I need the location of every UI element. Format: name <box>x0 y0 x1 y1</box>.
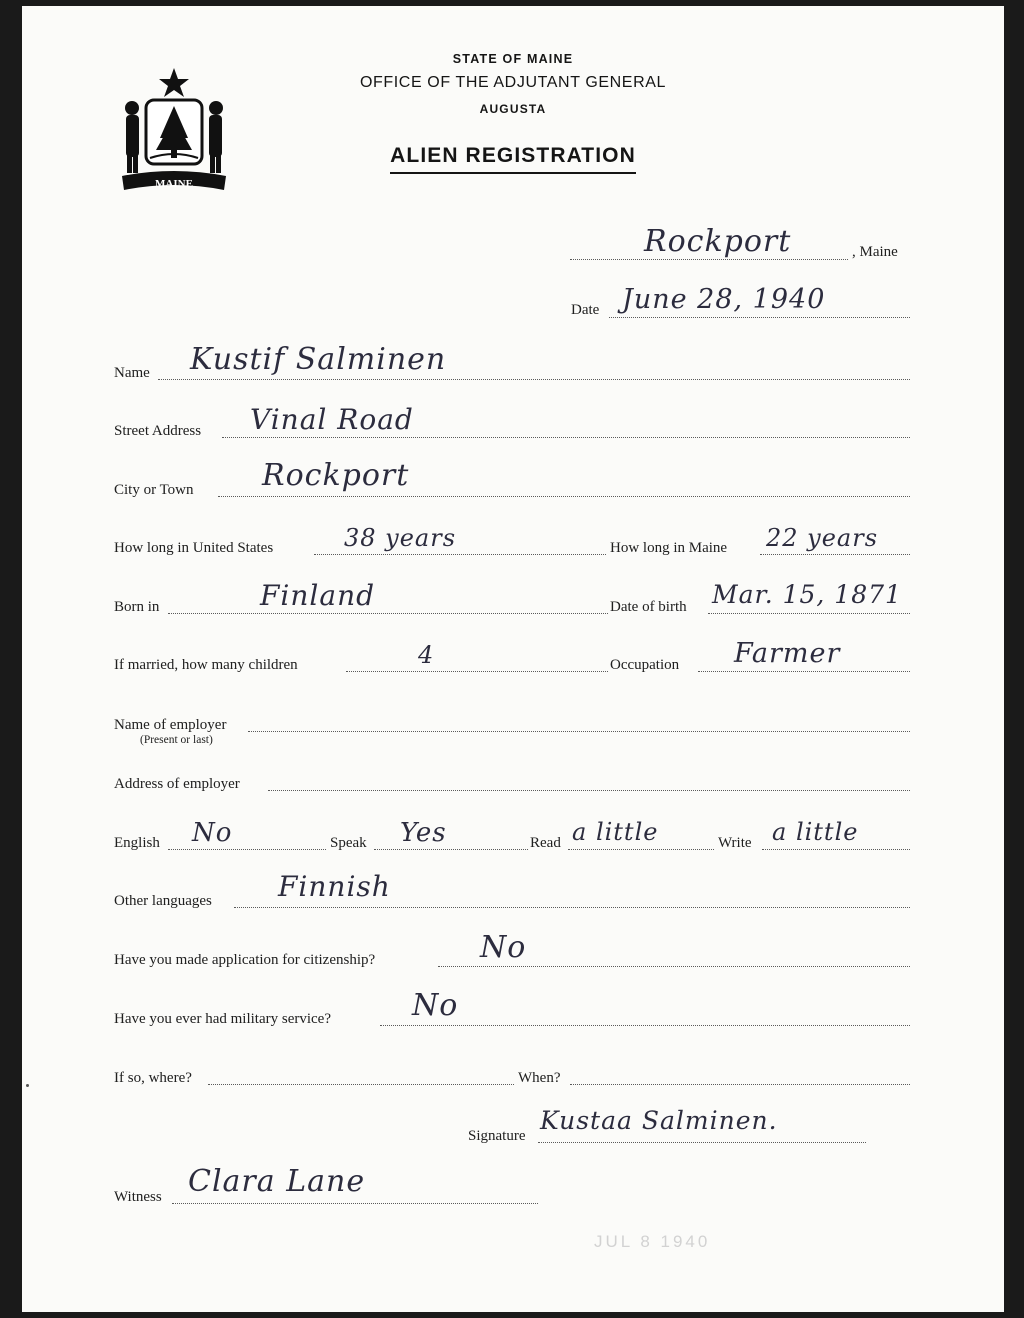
where-line <box>208 1084 514 1085</box>
children-line <box>346 671 608 672</box>
maine-duration-line <box>760 554 910 555</box>
occupation-value: Farmer <box>734 638 841 669</box>
date-label: Date <box>571 302 600 318</box>
born-value: Finland <box>260 579 376 612</box>
read-line <box>568 849 714 850</box>
street-value: Vinal Road <box>250 403 414 436</box>
read-value: a little <box>572 818 659 846</box>
name-label: Name <box>114 365 150 381</box>
place-label: , Maine <box>852 244 898 260</box>
when-line <box>570 1084 910 1085</box>
dob-label: Date of birth <box>610 599 687 615</box>
form-title: ALIEN REGISTRATION <box>22 144 1004 168</box>
maine-duration-label: How long in Maine <box>610 540 728 556</box>
place-value: Rockport <box>644 224 792 259</box>
witness-label: Witness <box>114 1189 162 1205</box>
dob-line <box>708 613 910 614</box>
city-line <box>218 496 910 497</box>
street-label: Street Address <box>114 423 202 439</box>
us-duration-label: How long in United States <box>114 540 274 556</box>
office-heading: OFFICE OF THE ADJUTANT GENERAL <box>359 74 667 91</box>
state-heading: STATE OF MAINE <box>452 52 574 66</box>
military-line <box>380 1025 910 1026</box>
city-label: City or Town <box>114 482 194 498</box>
place-line <box>570 259 848 260</box>
name-line <box>158 379 910 380</box>
svg-text:MAINE: MAINE <box>155 178 193 190</box>
city-value: Rockport <box>262 458 410 493</box>
occupation-line <box>698 671 910 672</box>
children-label: If married, how many children <box>114 657 298 673</box>
margin-mark <box>26 1084 29 1087</box>
military-label: Have you ever had military service? <box>114 1011 331 1027</box>
when-label: When? <box>518 1070 561 1086</box>
dob-value: Mar. 15, 1871 <box>712 580 902 609</box>
employer-address-label: Address of employer <box>114 776 240 792</box>
speak-label: Speak <box>330 835 367 851</box>
witness-line <box>172 1203 538 1204</box>
english-value: No <box>192 818 233 848</box>
other-languages-line <box>234 907 910 908</box>
name-value: Kustif Salminen <box>190 342 447 377</box>
citizenship-label: Have you made application for citizenship? <box>114 952 376 968</box>
write-label: Write <box>718 835 752 851</box>
employer-address-line <box>268 790 910 791</box>
born-label: Born in <box>114 599 160 615</box>
children-value: 4 <box>418 641 435 669</box>
employer-label: Name of employer <box>114 717 227 733</box>
citizenship-line <box>438 966 910 967</box>
employer-sublabel: (Present or last) <box>140 734 213 746</box>
english-line <box>168 849 326 850</box>
other-languages-label: Other languages <box>114 893 212 909</box>
us-duration-line <box>314 554 606 555</box>
read-label: Read <box>530 835 561 851</box>
other-languages-value: Finnish <box>278 870 391 903</box>
speak-value: Yes <box>400 818 447 848</box>
write-value: a little <box>772 818 859 846</box>
write-line <box>762 849 910 850</box>
date-value: June 28, 1940 <box>622 284 826 315</box>
received-stamp: JUL 8 1940 <box>594 1232 711 1251</box>
occupation-label: Occupation <box>610 657 680 673</box>
maine-duration-value: 22 years <box>766 524 879 552</box>
witness-value: Clara Lane <box>188 1164 366 1199</box>
signature-line <box>538 1142 866 1143</box>
speak-line <box>374 849 528 850</box>
city-heading: AUGUSTA <box>479 102 547 116</box>
where-label: If so, where? <box>114 1070 192 1086</box>
english-label: English <box>114 835 160 851</box>
military-value: No <box>412 988 459 1023</box>
us-duration-value: 38 years <box>344 524 457 552</box>
registration-form <box>22 6 1004 1312</box>
signature-label: Signature <box>468 1128 526 1144</box>
street-line <box>222 437 910 438</box>
signature-value: Kustaa Salminen. <box>540 1106 778 1135</box>
citizenship-value: No <box>480 930 527 965</box>
employer-line <box>248 731 910 732</box>
born-line <box>168 613 608 614</box>
date-line <box>609 317 910 318</box>
